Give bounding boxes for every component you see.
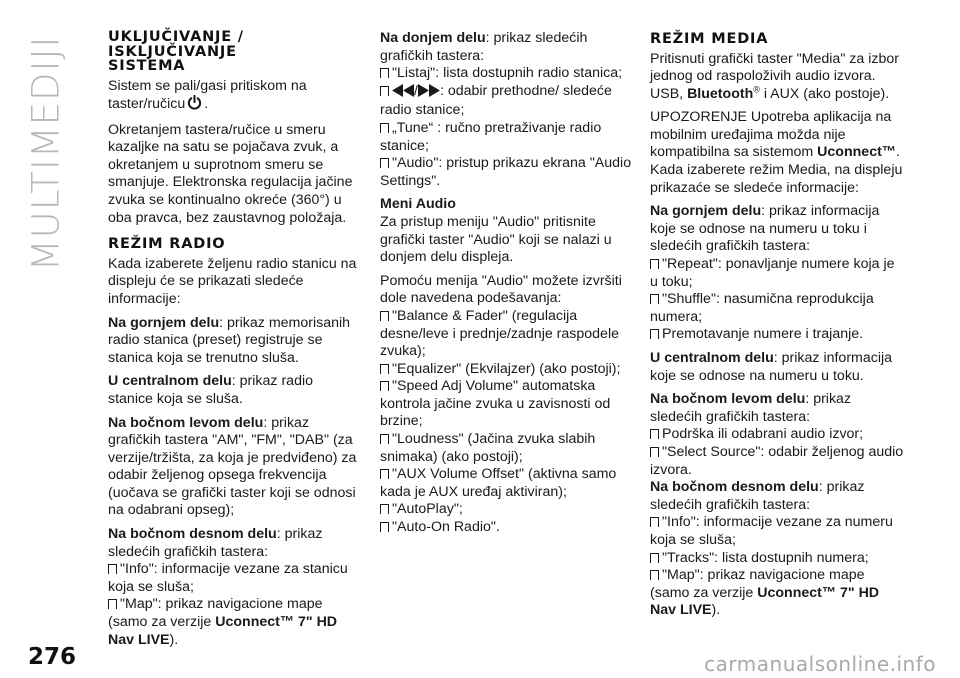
list-item: Podrška ili odabrani audio izvor; bbox=[650, 426, 904, 444]
bullet-icon bbox=[380, 364, 389, 374]
paragraph: Na bočnom desnom delu: prikaz sledećih grafičkih tastera: bbox=[108, 526, 323, 560]
chapter-title: MULTIMEDIJI bbox=[24, 35, 68, 271]
paragraph: Na bočnom desnom delu: prikaz sledećih grafičkih tastera: bbox=[650, 479, 865, 513]
list-item: "Equalizer" (Ekvilajzer) (ako postoji); bbox=[380, 361, 632, 379]
list-item: "Balance & Fader" (regulacija desne/leve i prednje/zadnje raspodele zvuka); bbox=[380, 307, 619, 360]
list-item: "AUX Volume Offset" (aktivna samo kada je AUX uređaj aktiviran); bbox=[380, 466, 617, 500]
bullet-icon bbox=[650, 517, 659, 527]
list-item: "Tracks": lista dostupnih numera; bbox=[650, 550, 904, 568]
list-item: "Map": prikaz navigacione mape (samo za verzije Uconnect™ 7" HD Nav LIVE). bbox=[108, 596, 338, 648]
bullet-icon bbox=[650, 429, 659, 439]
power-icon bbox=[187, 95, 202, 116]
list-item: "Info": informacije vezane za numeru koja se sluša; bbox=[650, 514, 893, 548]
bullet-icon bbox=[380, 311, 389, 321]
list-item: "Map": prikaz navigacione mape (samo za verzije Uconnect™ 7" HD Nav LIVE). bbox=[650, 567, 880, 619]
bullet-icon bbox=[650, 259, 659, 269]
bullet-icon bbox=[108, 599, 117, 609]
paragraph: UPOZORENJE Upotreba aplikacija na mobilnim uređajima možda nije kompatibilna sa sistemom Uconnect™. Kada izaberete režim Media, na displeju prikazaće se sledeće informacije: bbox=[650, 109, 903, 196]
paragraph: Na bočnom levom delu: prikaz grafičkih tastera "AM", "FM", "DAB" (za verzije/tržišta, za koja je predviđeno) za odabir željenog opsega frekvencija (uočava se grafički taster koji se odnosi na odabrani opseg); bbox=[108, 414, 357, 519]
list-item: "AutoPlay"; bbox=[380, 501, 632, 519]
bullet-icon bbox=[650, 447, 659, 457]
paragraph: Pomoću menija "Audio" možete izvršiti dole navedena podešavanja: bbox=[380, 272, 622, 307]
paragraph: Kada izaberete željenu radio stanicu na displeju će se prikazati sledeće informacije: bbox=[108, 255, 357, 307]
bullet-icon bbox=[108, 564, 117, 574]
section-title-power: UKLJUČIVANJE / ISKLJUČIVANJE SISTEMA bbox=[108, 29, 244, 74]
list-item: "Speed Adj Volume" automatska kontrola jačine zvuka u zavisnosti od brzine; bbox=[380, 378, 611, 430]
list-item: "Shuffle": nasumična reprodukcija numera; bbox=[650, 291, 874, 325]
bullet-icon bbox=[380, 158, 389, 168]
list-item: "Info": informacije vezane za stanicu koja se sluša; bbox=[108, 561, 348, 595]
list-item: Premotavanje numere i trajanje. bbox=[650, 326, 904, 344]
page-number: 276 bbox=[28, 644, 77, 670]
section-title-radio: REŽIM RADIO bbox=[108, 236, 226, 253]
bullet-icon bbox=[380, 86, 389, 96]
bullet-icon bbox=[380, 123, 389, 133]
bullet-icon bbox=[380, 522, 389, 532]
list-item: "Select Source": odabir željenog audio izvora. bbox=[650, 443, 904, 478]
bullet-icon bbox=[380, 68, 389, 78]
paragraph: U centralnom delu: prikaz informacija koje se odnose na numeru u toku. bbox=[650, 350, 893, 384]
section-title-media: REŽIM MEDIA bbox=[650, 31, 769, 47]
subsection-title-audio-menu: Meni Audio bbox=[380, 196, 456, 213]
chapter-sidebar-label bbox=[16, 18, 76, 288]
bullet-icon bbox=[650, 329, 659, 339]
column-left bbox=[108, 30, 360, 655]
previous-track-icon bbox=[392, 84, 414, 103]
bullet-icon bbox=[380, 469, 389, 479]
list-item: "Listaj": lista dostupnih radio stanica; bbox=[380, 65, 632, 83]
bullet-icon bbox=[380, 381, 389, 391]
list-item: "Auto-On Radio". bbox=[380, 519, 632, 537]
bullet-icon bbox=[380, 434, 389, 444]
bullet-icon bbox=[650, 570, 659, 580]
paragraph: Okretanjem tastera/ručice u smeru kazaljke na satu se pojačava zvuk, a okretanjem u suprotnom smeru se smanjuje. Elektronska regulacija jačine zvuka se kontinualno okreće (360°) u oba pravca, bez zaustavnog položaja. bbox=[108, 121, 353, 226]
list-item: / : odabir prethodne/ sledeće radio stanice; bbox=[380, 82, 612, 119]
list-item: "Audio": pristup prikazu ekrana "Audio Settings". bbox=[380, 155, 632, 189]
column-middle bbox=[380, 30, 632, 537]
paragraph: Na donjem delu: prikaz sledećih grafičkih tastera: bbox=[380, 30, 588, 64]
paragraph: Za pristup meniju "Audio" pritisnite grafički taster "Audio" koji se nalazi u donjem delu displeja. bbox=[380, 213, 612, 266]
paragraph: Sistem se pali/gasi pritiskom na taster/ručicu . bbox=[108, 78, 360, 116]
bullet-icon bbox=[650, 294, 659, 304]
list-item: „Tune“ : ručno pretraživanje radio stanice; bbox=[380, 119, 602, 154]
list-item: "Loudness" (Jačina zvuka slabih snimaka) (ako postoji); bbox=[380, 431, 596, 465]
next-track-icon bbox=[418, 84, 440, 103]
paragraph: U centralnom delu: prikaz radio stanice koja se sluša. bbox=[108, 373, 313, 407]
column-right bbox=[650, 30, 904, 620]
bullet-icon bbox=[650, 553, 659, 563]
paragraph: Pritisnuti grafički taster "Media" za izbor jednog od raspoloživih audio izvora. USB, Bluetooth® i AUX (ako postoje). bbox=[650, 50, 899, 102]
watermark: carmanualsonline.info bbox=[704, 652, 936, 676]
paragraph: Na bočnom levom delu: prikaz sledećih grafičkih tastera: bbox=[650, 391, 852, 425]
bullet-icon bbox=[380, 504, 389, 514]
list-item: "Repeat": ponavljanje numere koja je u toku; bbox=[650, 256, 895, 290]
paragraph: Na gornjem delu: prikaz memorisanih radio stanica (preset) registruje se stanica koja se trenutno sluša. bbox=[108, 314, 351, 366]
paragraph: Na gornjem delu: prikaz informacija koje se odnose na numeru u toku i sledećih grafičkih tastera: bbox=[650, 203, 880, 255]
